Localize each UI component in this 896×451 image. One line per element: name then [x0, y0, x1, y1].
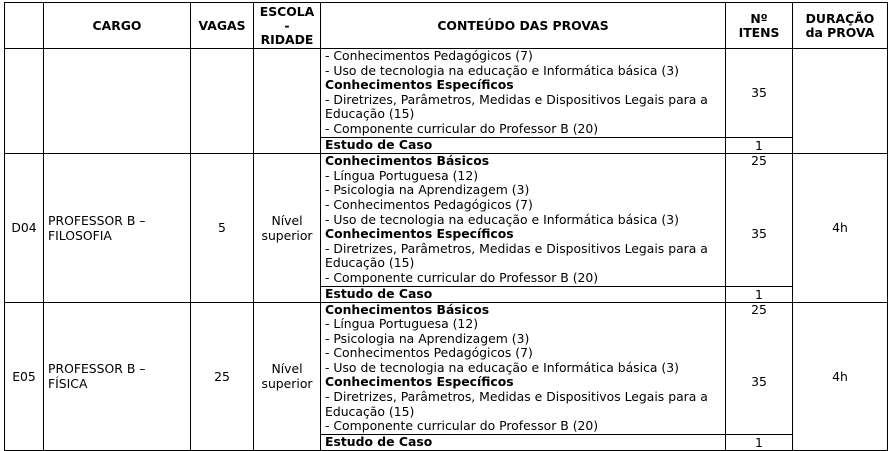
cell-code: D04: [5, 154, 44, 302]
itens-value: 1: [755, 434, 763, 450]
header-duracao: [793, 3, 888, 49]
cell-itens: [726, 302, 793, 434]
cell-conteudo: [321, 302, 726, 434]
header-itens: [726, 3, 793, 49]
itens-basicos: 25: [751, 153, 767, 169]
estudo-caso-label: Estudo de Caso: [325, 285, 433, 301]
content-line: - Diretrizes, Parâmetros, Medidas e Dispositivos Legais para a: [325, 240, 708, 256]
content-line: - Conhecimentos Pedagógicos (7): [325, 196, 533, 212]
escolaridade-line1: Nível: [271, 361, 303, 377]
cell-duracao: 4h: [793, 302, 888, 450]
itens-especificos: 35: [751, 374, 767, 390]
content-line: Educação (15): [325, 255, 415, 271]
content-line: - Conhecimentos Pedagógicos (7): [325, 48, 533, 63]
content-line: - Componente curricular do Professor B (20): [325, 120, 599, 136]
cargo-line2: FÍSICA: [48, 376, 88, 392]
header-itens-line2: ITENS: [738, 24, 780, 40]
cell-conteudo: [321, 154, 726, 286]
cell-vagas: 5: [191, 154, 254, 302]
header-itens-line1: Nº: [750, 10, 768, 26]
content-line: - Componente curricular do Professor B (20): [325, 269, 599, 285]
header-vagas: VAGAS: [191, 3, 254, 49]
header-duracao-line2: da PROVA: [805, 24, 875, 40]
header-conteudo: CONTEÚDO DAS PROVAS: [321, 3, 726, 49]
content-line: Educação (15): [325, 106, 415, 122]
itens-value: 1: [755, 286, 763, 302]
table-header-row: [5, 3, 888, 49]
cell-conteudo-continued: [321, 49, 726, 138]
estudo-caso-label: Estudo de Caso: [325, 136, 433, 152]
cell-cargo: [44, 302, 191, 450]
cell-vagas-blank: [191, 49, 254, 154]
itens-value: 35: [751, 85, 767, 101]
content-line: - Língua Portuguesa (12): [325, 167, 479, 183]
cell-vagas: 25: [191, 302, 254, 450]
content-heading: Conhecimentos Básicos: [325, 301, 490, 317]
cell-cargo-blank: [44, 49, 191, 154]
cell-duracao: 4h: [793, 154, 888, 302]
content-line: - Psicologia na Aprendizagem (3): [325, 182, 530, 198]
cell-itens: [726, 154, 793, 286]
cell-escolaridade: [254, 154, 321, 302]
cargo-line2: FILOSOFIA: [48, 227, 112, 243]
content-line: - Psicologia na Aprendizagem (3): [325, 330, 530, 346]
table-row-d04: [5, 154, 888, 286]
cell-itens-estudo: [726, 286, 793, 302]
content-line: - Componente curricular do Professor B (20): [325, 418, 599, 434]
cell-code: E05: [5, 302, 44, 450]
itens-spacer: [726, 317, 792, 375]
escolaridade-line2: superior: [261, 376, 313, 392]
cargo-line1: PROFESSOR B –: [48, 361, 146, 377]
cargo-line1: PROFESSOR B –: [48, 212, 146, 228]
estudo-caso-label: Estudo de Caso: [325, 433, 433, 449]
content-line: - Língua Portuguesa (12): [325, 316, 479, 332]
table-row-e05: [5, 302, 888, 434]
header-escola-line1: ESCOLA: [259, 3, 315, 19]
content-heading: Conhecimentos Específicos: [325, 226, 514, 242]
cell-escolaridade: [254, 302, 321, 450]
content-heading: Conhecimentos Específicos: [325, 77, 514, 93]
cell-cargo: [44, 154, 191, 302]
header-escola-line2: -: [284, 17, 290, 33]
itens-value: 1: [755, 137, 763, 153]
cell-code-blank: [5, 49, 44, 154]
escolaridade-line2: superior: [261, 227, 313, 243]
itens-basicos: 25: [751, 301, 767, 317]
content-line: - Uso de tecnologia na educação e Informática básica (3): [325, 62, 679, 78]
content-line: - Conhecimentos Pedagógicos (7): [325, 345, 533, 361]
header-duracao-line1: DURAÇÃO: [805, 10, 875, 26]
header-blank: [5, 3, 44, 49]
content-line: - Uso de tecnologia na educação e Informática básica (3): [325, 359, 679, 375]
header-escolaridade: [254, 3, 321, 49]
cell-itens-especificos: [726, 49, 793, 138]
content-line: - Diretrizes, Parâmetros, Medidas e Dispositivos Legais para a: [325, 389, 708, 405]
cell-duracao-blank: [793, 49, 888, 154]
content-line: Educação (15): [325, 403, 415, 419]
header-escola-line3: RIDADE: [260, 31, 314, 47]
escolaridade-line1: Nível: [271, 212, 303, 228]
cell-escolaridade-blank: [254, 49, 321, 154]
content-heading: Conhecimentos Específicos: [325, 374, 514, 390]
content-line: - Diretrizes, Parâmetros, Medidas e Dispositivos Legais para a: [325, 91, 708, 107]
cell-estudo-caso: [321, 286, 726, 302]
cell-estudo-caso: [321, 137, 726, 154]
itens-especificos: 35: [751, 225, 767, 241]
content-line: - Uso de tecnologia na educação e Informática básica (3): [325, 211, 679, 227]
exam-table: [4, 2, 888, 451]
table-row-continued: [5, 49, 888, 138]
itens-spacer: [726, 169, 792, 227]
cell-itens-estudo: [726, 137, 793, 154]
content-heading: Conhecimentos Básicos: [325, 153, 490, 169]
header-cargo: CARGO: [44, 3, 191, 49]
